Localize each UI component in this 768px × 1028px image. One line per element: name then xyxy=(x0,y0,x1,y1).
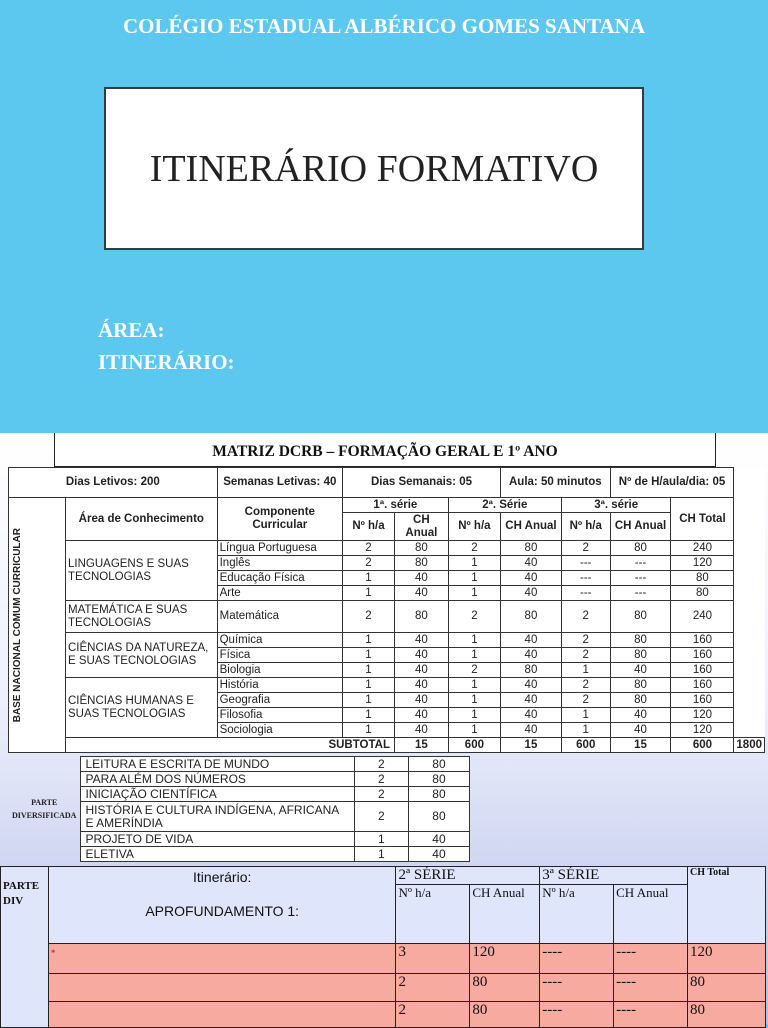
value-cell: 80 xyxy=(408,772,469,787)
total-cell: 80 xyxy=(688,1002,766,1028)
col-nha: Nº h/a xyxy=(448,513,500,541)
value-cell: 2 xyxy=(354,757,408,772)
value-cell: ---- xyxy=(614,944,688,974)
aprofundamento-header: APROFUNDAMENTO 1: xyxy=(145,903,300,919)
itinerario-table xyxy=(0,866,766,1028)
col-area: Área de Conhecimento xyxy=(66,498,218,541)
itinerario-header-cell xyxy=(48,867,396,944)
value-cell: 40 xyxy=(501,556,562,571)
value-cell: 40 xyxy=(501,571,562,586)
value-cell: 40 xyxy=(501,723,562,738)
subtotal-cell: 600 xyxy=(671,738,734,753)
value-cell: 40 xyxy=(610,708,671,723)
total-cell: 80 xyxy=(688,974,766,1002)
col-ch-anual: CH Anual xyxy=(610,513,671,541)
value-cell: 1 xyxy=(343,571,395,586)
value-cell: 2 xyxy=(448,601,500,633)
value-cell: 2 xyxy=(343,556,395,571)
value-cell: 80 xyxy=(470,974,540,1002)
value-cell: 80 xyxy=(610,601,671,633)
value-cell: 40 xyxy=(408,847,469,862)
componente-cell: Arte xyxy=(217,586,342,601)
matrix-table xyxy=(8,467,765,753)
value-cell: 40 xyxy=(394,708,448,723)
total-cell: 160 xyxy=(671,693,734,708)
componente-cell: História xyxy=(217,678,342,693)
value-cell: 40 xyxy=(501,708,562,723)
value-cell: 1 xyxy=(343,708,395,723)
value-cell: 1 xyxy=(354,832,408,847)
componente-cell: Química xyxy=(217,633,342,648)
value-cell: 2 xyxy=(561,541,610,556)
subtotal-cell: 15 xyxy=(610,738,671,753)
semanas-letivas: Semanas Letivas: 40 xyxy=(217,468,342,498)
value-cell: 80 xyxy=(394,541,448,556)
value-cell: 2 xyxy=(354,802,408,832)
value-cell: 40 xyxy=(394,648,448,663)
value-cell: 1 xyxy=(354,847,408,862)
value-cell: 1 xyxy=(343,678,395,693)
itinerario-name-cell[interactable] xyxy=(48,974,396,1002)
area-ciencias-humanas: CIÊNCIAS HUMANAS E SUAS TECNOLOGIAS xyxy=(66,678,218,738)
value-cell: 1 xyxy=(448,586,500,601)
table-row xyxy=(9,678,765,693)
col-ch-anual: CH Anual xyxy=(614,885,688,944)
value-cell: 1 xyxy=(448,678,500,693)
value-cell: 40 xyxy=(501,633,562,648)
value-cell: 40 xyxy=(394,723,448,738)
value-cell: 80 xyxy=(408,787,469,802)
itinerario-label: ITINERÁRIO: xyxy=(98,350,235,374)
total-cell: 120 xyxy=(671,708,734,723)
value-cell: 80 xyxy=(408,757,469,772)
value-cell: 1 xyxy=(448,723,500,738)
value-cell: 2 xyxy=(561,693,610,708)
value-cell: 2 xyxy=(343,541,395,556)
componente-cell: PARA ALÉM DOS NÚMEROS xyxy=(81,772,354,787)
parte-diversificada-label xyxy=(8,757,81,862)
value-cell: 80 xyxy=(610,633,671,648)
value-cell: --- xyxy=(610,556,671,571)
value-cell: 1 xyxy=(448,708,500,723)
subtotal-cell: 15 xyxy=(394,738,448,753)
title-box xyxy=(104,87,644,250)
col-1serie: 1ª. série xyxy=(343,498,449,513)
subtotal-cell: 1800 xyxy=(734,738,765,753)
total-cell: 240 xyxy=(671,601,734,633)
table-row xyxy=(8,757,470,772)
value-cell: ---- xyxy=(540,1002,614,1028)
total-cell: 160 xyxy=(671,678,734,693)
value-cell: 80 xyxy=(501,601,562,633)
value-cell: 1 xyxy=(448,556,500,571)
value-cell: 1 xyxy=(343,633,395,648)
value-cell: 1 xyxy=(343,648,395,663)
dias-semanais: Dias Semanais: 05 xyxy=(343,468,501,498)
matrix-title: MATRIZ DCRB – FORMAÇÃO GERAL E 1º ANO xyxy=(54,433,716,467)
componente-cell: Língua Portuguesa xyxy=(217,541,342,556)
value-cell: --- xyxy=(561,571,610,586)
itinerario-header: Itinerário: xyxy=(193,869,252,885)
table-row xyxy=(9,601,765,633)
area-label: ÁREA: xyxy=(98,318,165,342)
value-cell: 40 xyxy=(501,693,562,708)
value-cell: 40 xyxy=(394,571,448,586)
value-cell: --- xyxy=(561,556,610,571)
col-3serie: 3ª. série xyxy=(561,498,671,513)
value-cell: 1 xyxy=(561,723,610,738)
col-2serie: 2ª. Série xyxy=(448,498,561,513)
col-ch-total: CH Total xyxy=(688,867,766,944)
bncc-label-cell xyxy=(9,498,66,753)
aula-duracao: Aula: 50 minutos xyxy=(501,468,611,498)
componente-cell: Inglês xyxy=(217,556,342,571)
h-aula-dia: Nº de H/aula/dia: 05 xyxy=(610,468,734,498)
col-2serie: 2ª SÉRIE xyxy=(396,867,540,885)
value-cell: 80 xyxy=(394,601,448,633)
col-nha: Nº h/a xyxy=(540,885,614,944)
total-cell: 120 xyxy=(688,944,766,974)
value-cell: 40 xyxy=(610,663,671,678)
componente-cell: PROJETO DE VIDA xyxy=(81,832,354,847)
value-cell: --- xyxy=(610,586,671,601)
value-cell: 2 xyxy=(396,1002,470,1028)
value-cell: 40 xyxy=(501,648,562,663)
value-cell: 80 xyxy=(610,648,671,663)
value-cell: 2 xyxy=(354,772,408,787)
componente-cell: ELETIVA xyxy=(81,847,354,862)
value-cell: 80 xyxy=(501,541,562,556)
value-cell: 40 xyxy=(501,586,562,601)
total-cell: 80 xyxy=(671,586,734,601)
value-cell: 1 xyxy=(343,723,395,738)
value-cell: 80 xyxy=(470,1002,540,1028)
value-cell: 2 xyxy=(561,633,610,648)
parte-diversificada-table xyxy=(8,756,470,862)
value-cell: 80 xyxy=(408,802,469,832)
value-cell: 2 xyxy=(343,601,395,633)
parte-div-side-label: PARTE DIV xyxy=(1,867,49,1028)
table-row xyxy=(9,633,765,648)
value-cell: 40 xyxy=(408,832,469,847)
total-cell: 80 xyxy=(671,571,734,586)
value-cell: 1 xyxy=(448,648,500,663)
value-cell: 1 xyxy=(343,586,395,601)
value-cell: 120 xyxy=(470,944,540,974)
itinerario-name-cell[interactable] xyxy=(48,944,396,974)
value-cell: 2 xyxy=(354,787,408,802)
total-cell: 120 xyxy=(671,723,734,738)
componente-cell: Matemática xyxy=(217,601,342,633)
col-3serie: 3ª SÉRIE xyxy=(540,867,688,885)
value-cell: 40 xyxy=(501,678,562,693)
value-cell: 1 xyxy=(343,693,395,708)
area-ciencias-natureza: CIÊNCIAS DA NATUREZA, E SUAS TECNOLOGIAS xyxy=(66,633,218,678)
value-cell: 40 xyxy=(394,586,448,601)
school-name: COLÉGIO ESTADUAL ALBÉRICO GOMES SANTANA xyxy=(123,14,645,38)
componente-cell: Biologia xyxy=(217,663,342,678)
componente-cell: Filosofia xyxy=(217,708,342,723)
dias-letivos: Dias Letivos: 200 xyxy=(9,468,218,498)
value-cell: 40 xyxy=(394,693,448,708)
componente-cell: LEITURA E ESCRITA DE MUNDO xyxy=(81,757,354,772)
value-cell: 40 xyxy=(394,678,448,693)
value-cell: 1 xyxy=(448,571,500,586)
subtotal-label: SUBTOTAL xyxy=(66,738,395,753)
page-title: ITINERÁRIO FORMATIVO xyxy=(149,147,599,190)
col-nha: Nº h/a xyxy=(343,513,395,541)
value-cell: 80 xyxy=(610,678,671,693)
value-cell: 80 xyxy=(610,541,671,556)
value-cell: 3 xyxy=(396,944,470,974)
componente-cell: Sociologia xyxy=(217,723,342,738)
value-cell: 40 xyxy=(394,633,448,648)
value-cell: 1 xyxy=(561,708,610,723)
value-cell: 80 xyxy=(610,693,671,708)
value-cell: 2 xyxy=(561,601,610,633)
value-cell: 80 xyxy=(501,663,562,678)
total-cell: 160 xyxy=(671,663,734,678)
value-cell: 2 xyxy=(448,541,500,556)
col-ch-anual: CH Anual xyxy=(394,513,448,541)
col-componente: Componente Curricular xyxy=(217,498,342,541)
bncc-label: BASE NACIONAL COMUM CURRICULAR xyxy=(12,527,23,723)
subtotal-cell: 15 xyxy=(501,738,562,753)
value-cell: 1 xyxy=(343,663,395,678)
col-ch-anual: CH Anual xyxy=(501,513,562,541)
value-cell: 2 xyxy=(561,678,610,693)
value-cell: 2 xyxy=(448,663,500,678)
col-nha: Nº h/a xyxy=(561,513,610,541)
value-cell: 40 xyxy=(610,723,671,738)
total-cell: 120 xyxy=(671,556,734,571)
value-cell: --- xyxy=(561,586,610,601)
value-cell: ---- xyxy=(614,1002,688,1028)
componente-cell: Física xyxy=(217,648,342,663)
value-cell: 2 xyxy=(561,648,610,663)
total-cell: 240 xyxy=(671,541,734,556)
value-cell: 80 xyxy=(394,556,448,571)
col-nha: Nº h/a xyxy=(396,885,470,944)
total-cell: 160 xyxy=(671,648,734,663)
value-cell: ---- xyxy=(540,974,614,1002)
table-row xyxy=(9,541,765,556)
col-ch-anual: CH Anual xyxy=(470,885,540,944)
total-cell: 160 xyxy=(671,633,734,648)
value-cell: 1 xyxy=(448,633,500,648)
value-cell: 2 xyxy=(396,974,470,1002)
col-ch-total: CH Total xyxy=(671,498,734,541)
subtotal-row xyxy=(9,738,765,753)
value-cell: ---- xyxy=(614,974,688,1002)
value-cell: 1 xyxy=(561,663,610,678)
componente-cell: Educação Física xyxy=(217,571,342,586)
subtotal-cell: 600 xyxy=(561,738,610,753)
componente-cell: Geografia xyxy=(217,693,342,708)
value-cell: ---- xyxy=(540,944,614,974)
required-mark: * xyxy=(50,948,56,958)
componente-cell: INICIAÇÃO CIENTÍFICA xyxy=(81,787,354,802)
value-cell: 40 xyxy=(394,663,448,678)
table-row xyxy=(1,974,766,1002)
componente-cell: HISTÓRIA E CULTURA INDÍGENA, AFRICANA E AMERÍNDIA xyxy=(81,802,354,832)
subtotal-cell: 600 xyxy=(448,738,500,753)
area-matematica: MATEMÁTICA E SUAS TECNOLOGIAS xyxy=(66,601,218,633)
value-cell: --- xyxy=(610,571,671,586)
table-row xyxy=(1,944,766,974)
value-cell: 1 xyxy=(448,693,500,708)
area-linguagens: LINGUAGENS E SUAS TECNOLOGIAS xyxy=(66,541,218,601)
title-banner xyxy=(0,0,768,433)
diversificada-label: DIVERSIFICADA xyxy=(12,811,77,820)
parte-label: PARTE xyxy=(31,798,58,807)
